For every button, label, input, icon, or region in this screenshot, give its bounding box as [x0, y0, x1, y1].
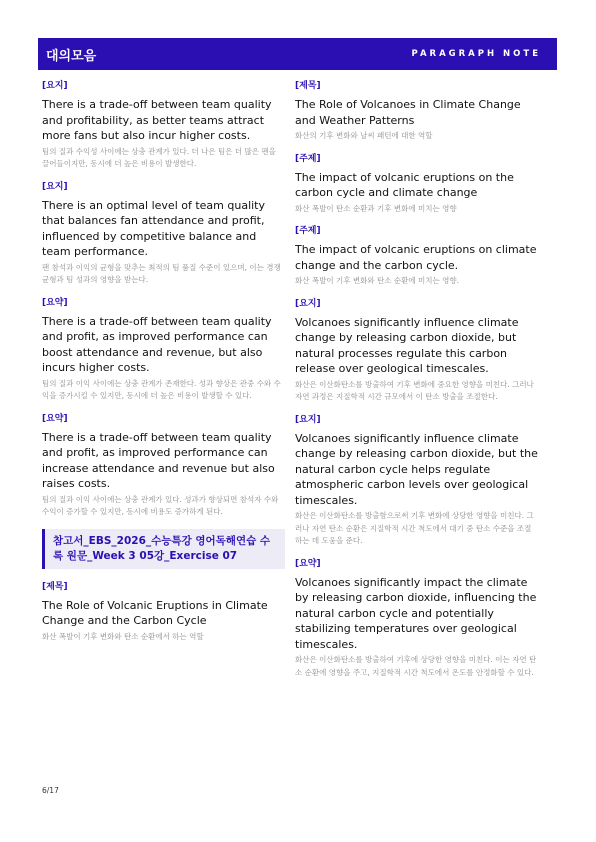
source-title: 참고서_EBS_2026_수능특강 영어독해연습 수록 원문_Week 3 05강_Exercise 07 — [53, 534, 271, 562]
note-entry — [42, 581, 285, 644]
entry-tag: [요지] — [295, 298, 321, 309]
note-entry — [42, 297, 285, 403]
entry-tag: [주제] — [295, 153, 321, 164]
note-entry — [42, 181, 285, 287]
entry-english: Volcanoes significantly influence climate change by releasing carbon dioxide, but natural processes regulate this carbon release over geological timescales. — [295, 315, 519, 375]
header-title: 대의모음 — [46, 48, 97, 64]
entry-korean: 화산 폭발이 탄소 순환과 기후 변화에 미치는 영향 — [295, 203, 457, 213]
entry-english: Volcanoes significantly impact the climate by releasing carbon dioxide, influencing the natural carbon cycle and potentially stabilizing temperatures over geological timescales. — [295, 575, 537, 651]
note-entry — [295, 298, 538, 404]
entry-english: There is an optimal level of team quality that balances fan attendance and profit, influenced by competitive balance and team performance. — [42, 198, 266, 258]
entry-tag: [요지] — [42, 181, 68, 192]
entry-korean: 화산은 이산화탄소를 방출하여 기후에 상당한 영향을 미친다. 이는 자연 탄소 순환에 영향을 주고, 지질학적 시간 척도에서 온도를 안정화할 수 있다. — [295, 655, 537, 677]
left-column — [42, 80, 285, 653]
entry-korean: 팀의 질과 이익 사이에는 상충 관계가 있다. 성과가 향상되면 참석자 수와 수익이 증가할 수 있지만, 동시에 비용도 증가하게 된다. — [42, 494, 279, 516]
entry-tag: [요약] — [42, 413, 68, 424]
entry-korean: 화산의 기후 변화와 날씨 패턴에 대한 역할 — [295, 131, 433, 140]
entry-korean: 팬 참석과 이익의 균형을 맞추는 최적의 팀 품질 수준이 있으며, 이는 경쟁 균형과 팀 성과의 영향을 받는다. — [42, 262, 281, 284]
entry-english: The Role of Volcanoes in Climate Change and Weather Patterns — [295, 98, 521, 127]
entry-english: There is a trade-off between team quality and profit, as improved performance can boost attendance and revenue, but also incurs higher costs. — [42, 314, 272, 374]
entry-tag: [제목] — [295, 81, 321, 91]
entry-korean: 화산 폭발이 기후 변화와 탄소 순환에서 하는 역할 — [42, 631, 204, 641]
note-entry — [295, 153, 538, 216]
entry-english: Volcanoes significantly influence climate change by releasing carbon dioxide, but the natural carbon cycle helps regulate atmospheric carbon levels over geological timescales. — [295, 431, 538, 507]
entry-english: The impact of volcanic eruptions on the carbon cycle and climate change — [295, 170, 514, 199]
page-header — [38, 38, 557, 70]
entry-korean: 화산 폭발이 기후 변화와 탄소 순환에 미치는 영향. — [295, 276, 459, 285]
note-entry — [42, 413, 285, 519]
entry-korean: 팀의 질과 이익 사이에는 상충 관계가 존재한다. 성과 향상은 관중 수와 수익을 증가시킬 수 있지만, 동시에 더 높은 비용이 발생할 수 있다. — [42, 378, 281, 400]
note-entry — [295, 558, 538, 680]
entry-tag: [요약] — [295, 558, 321, 569]
entry-korean: 팀의 질과 수익성 사이에는 상충 관계가 있다. 더 나은 팀은 더 많은 팬을 끌어들이지만, 동시에 더 높은 비용이 발생한다. — [42, 146, 276, 168]
page-number: 6/17 — [42, 786, 59, 795]
note-entry — [295, 414, 538, 548]
entry-english: The Role of Volcanic Eruptions in Climate Change and the Carbon Cycle — [42, 598, 268, 627]
entry-tag: [제목] — [42, 581, 68, 592]
entry-tag: [요지] — [42, 81, 68, 91]
source-box — [42, 529, 285, 569]
entry-korean: 화산은 이산화탄소를 방출하여 기후 변화에 중요한 영향을 미친다. 그러나 자연 과정은 지질학적 시간 규모에서 이 탄소 방출을 조절한다. — [295, 379, 534, 401]
right-column — [295, 80, 538, 689]
entry-english: The impact of volcanic eruptions on climate change and the carbon cycle. — [295, 243, 537, 272]
note-entry — [295, 80, 538, 143]
note-entry — [42, 80, 285, 171]
entry-tag: [요지] — [295, 414, 321, 425]
entry-english: There is a trade-off between team quality and profit, as improved performance can increase attendance and revenue but also raises costs. — [42, 430, 275, 490]
entry-korean: 화산은 이산화탄소를 방출함으로써 기후 변화에 상당한 영향을 미친다. 그러나 자연 탄소 순환은 지질학적 시간 척도에서 대기 중 탄소 수준을 조절하는 데 도움을 준다. — [295, 511, 534, 545]
entry-tag: [주제] — [295, 226, 321, 236]
entry-tag: [요약] — [42, 297, 68, 308]
note-entry — [295, 225, 538, 288]
entry-english: There is a trade-off between team quality and profitability, as better teams attract more fans but also incur higher costs. — [42, 98, 272, 142]
header-label: PARAGRAPH NOTE — [411, 49, 541, 59]
